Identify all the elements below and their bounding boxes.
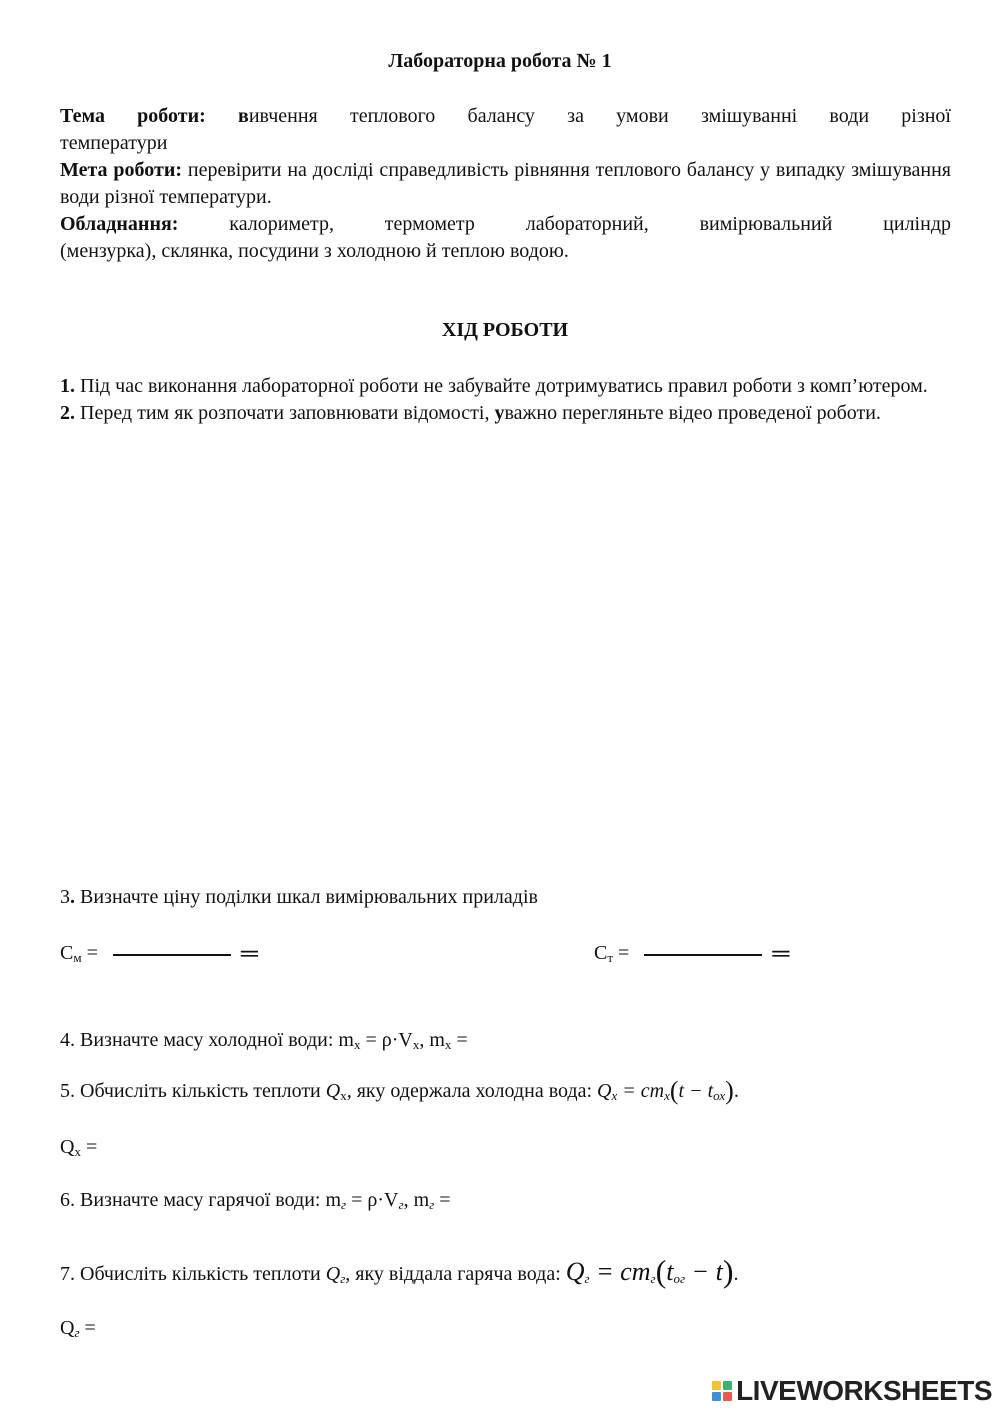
formula-7-t-sub: ог: [673, 1271, 686, 1286]
cm-equals: =: [86, 942, 98, 965]
formula-5-close: ): [725, 1076, 734, 1105]
step-7-formula: [565, 1253, 734, 1289]
formula-5-t-sub: ох: [713, 1088, 726, 1103]
step-4-sep: , m: [419, 1029, 445, 1051]
ct-answer-row: [594, 941, 789, 968]
step-4-mid: = ρ·V: [360, 1029, 413, 1051]
qx-sub: х: [74, 1144, 81, 1159]
cm-result-equals: ═: [240, 941, 258, 967]
step-2-text-before: Перед тим як розпочати заповнювати відомості,: [80, 402, 490, 424]
formula-5-body: t − t: [678, 1080, 714, 1102]
step-7-q-sub: г: [340, 1271, 346, 1286]
cm-fraction-line[interactable]: [113, 954, 231, 956]
topic-bold-letter: в: [238, 105, 249, 127]
step-4-sub-3: х: [444, 1037, 452, 1052]
equipment-text: калориметр, термометр лабораторний, вимірювальний циліндр: [229, 213, 951, 235]
goal-label: Мета роботи:: [60, 159, 183, 181]
logo-square-green: [723, 1381, 732, 1390]
logo-square-yellow: [712, 1381, 721, 1390]
topic-line-2: температури: [60, 132, 168, 154]
formula-7-open: (: [655, 1253, 667, 1289]
formula-7-close: ): [722, 1253, 734, 1289]
qg-eq: =: [79, 1317, 96, 1339]
step-6-sep: , m: [403, 1189, 430, 1211]
liveworksheets-logo-icon: [712, 1381, 732, 1401]
step-5: [60, 1076, 739, 1106]
logo-square-red: [723, 1392, 732, 1401]
step-5-text-after: , яку одержала холодна вода:: [346, 1080, 598, 1102]
formula-5-end: .: [733, 1080, 739, 1102]
equipment-label: Обладнання:: [60, 213, 179, 235]
qg-sub: г: [74, 1325, 80, 1340]
equipment-line-2: (мензурка), склянка, посудини з холодною й теплою водою.: [60, 240, 569, 262]
qg-label: Q: [60, 1317, 75, 1339]
formula-7-m-sub: г: [650, 1271, 656, 1286]
step-3-text: Визначте ціну поділки шкал вимірювальних приладів: [80, 886, 538, 908]
goal-text: перевірити на досліді справедливість рівняння теплового балансу у випадку змішування води різної температури.: [60, 159, 951, 208]
step-6-mid: = ρ·V: [346, 1189, 399, 1211]
qg-answer-row[interactable]: [60, 1317, 96, 1341]
qx-eq: =: [80, 1136, 98, 1158]
step-3-number: 3: [60, 886, 70, 908]
step-1: [60, 373, 951, 400]
topic-text: ивчення теплового балансу за умови змішуванні води різної: [248, 105, 951, 127]
step-2: [60, 400, 951, 427]
topic-label: Тема роботи:: [60, 105, 206, 127]
step-6-text: 6. Визначте масу гарячої води: m: [60, 1189, 342, 1211]
formula-7-t: t: [666, 1257, 674, 1286]
topic-line-1: [60, 103, 951, 130]
ct-equals: =: [618, 942, 630, 965]
step-6-sub-1: г: [341, 1197, 347, 1212]
step-2-text-after: важно перегляньте відео проведеної роботи.: [504, 402, 881, 424]
step-2-bold-letter: у: [494, 402, 505, 424]
step-5-text-before: 5. Обчисліть кількість теплоти: [60, 1080, 326, 1102]
cm-label: С: [60, 942, 74, 965]
step-7: [60, 1253, 738, 1290]
step-5-formula: [597, 1076, 734, 1105]
equipment-paragraph: [60, 211, 951, 265]
step-5-q: Q: [325, 1080, 341, 1102]
page-title: Лабораторна робота № 1: [388, 50, 612, 72]
step-4-text: 4. Визначте масу холодної води: m: [60, 1029, 354, 1051]
formula-7-lhs: Q: [565, 1257, 585, 1286]
step-2-number: 2.: [60, 402, 75, 424]
formula-5-lhs-sub: x: [611, 1088, 618, 1103]
section-heading: ХІД РОБОТИ: [441, 319, 569, 341]
step-7-q: Q: [325, 1263, 341, 1285]
cm-answer-row: [60, 941, 258, 968]
formula-7-rest: − t: [685, 1257, 723, 1286]
formula-5-lhs: Q: [597, 1080, 612, 1102]
ct-label: С: [594, 942, 608, 965]
step-1-number: 1.: [60, 375, 75, 397]
ct-result-equals: ═: [772, 941, 790, 967]
step-4-sub-2: х: [412, 1037, 420, 1052]
video-embed-area[interactable]: [60, 490, 951, 860]
formula-7-end: .: [733, 1263, 739, 1285]
step-5-q-sub: х: [340, 1088, 347, 1103]
qx-label: Q: [60, 1136, 75, 1158]
step-3-dot: .: [70, 886, 75, 908]
formula-5-m-sub: x: [664, 1088, 670, 1103]
liveworksheets-logo-text: LIVEWORKSHEETS: [736, 1375, 992, 1406]
step-6-sub-3: г: [429, 1197, 435, 1212]
formula-7-eq: = cm: [589, 1257, 651, 1286]
step-1-text: Під час виконання лабораторної роботи не забувайте дотримуватись правил роботи з комп’ютером.: [80, 375, 928, 397]
step-6: [60, 1189, 450, 1213]
step-4: [60, 1029, 468, 1053]
step-4-sub-1: х: [353, 1037, 361, 1052]
qx-answer-row[interactable]: [60, 1136, 97, 1160]
equipment-line-1: [60, 211, 951, 238]
step-7-text-after: , яку віддала гаряча вода:: [345, 1263, 566, 1285]
ct-subscript: т: [607, 950, 614, 966]
liveworksheets-logo: [712, 1375, 992, 1407]
cm-subscript: м: [73, 950, 82, 966]
formula-5-eq: = cm: [617, 1080, 665, 1102]
topic-paragraph: [60, 103, 951, 157]
logo-square-blue: [712, 1392, 721, 1401]
goal-paragraph: [60, 157, 951, 211]
step-3: [60, 886, 538, 909]
formula-7-lhs-sub: г: [584, 1271, 590, 1286]
formula-5-open: (: [669, 1076, 679, 1105]
header-block: [60, 103, 951, 265]
instruction-steps: [60, 373, 951, 427]
step-6-sub-2: г: [398, 1197, 404, 1212]
step-6-end: =: [434, 1189, 451, 1211]
ct-fraction-line[interactable]: [644, 954, 762, 956]
step-4-end: =: [451, 1029, 468, 1051]
step-7-text-before: 7. Обчисліть кількість теплоти: [60, 1263, 326, 1285]
